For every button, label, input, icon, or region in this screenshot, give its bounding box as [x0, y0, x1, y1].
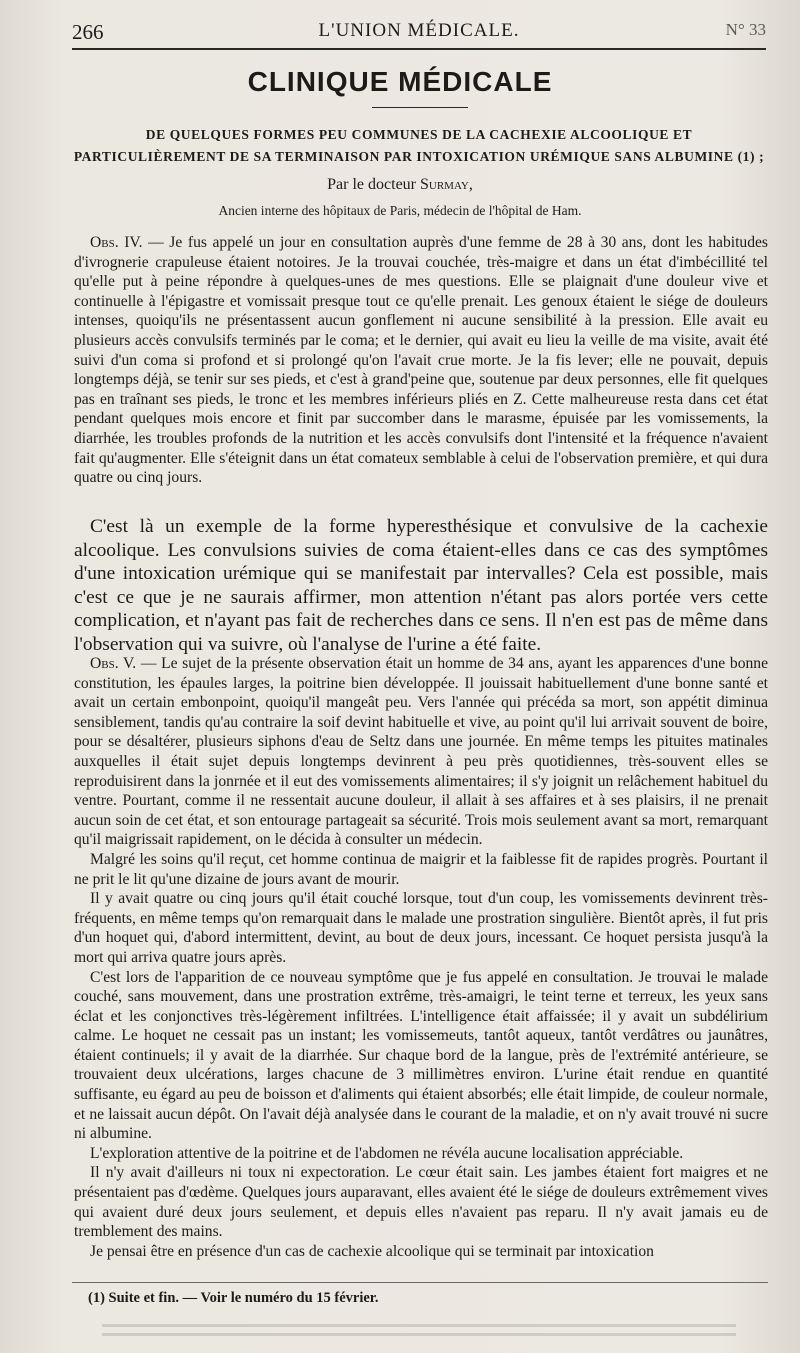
- observation-text: — Je fus appelé un jour en consultation auprès d'une femme de 28 à 30 ans, dont les habitudes d'ivrognerie crapuleuse étaient notoires. Je la trouvai couchée, très-maigre et dans un état d'imbécillité tel qu'elle put à peine répondre à quelques-unes de mes questions. Elle se plaignait d'une douleur vive et continuelle à l'épigastre et vomissait presque tout ce qu'elle prenait. Les genoux étaient le siége de douleurs intenses, quoiqu'ils ne présentassent aucun gonflement ni aucune sensibilité à la pression. Elle avait eu plusieurs accès convulsifs terminés par le coma; et le dernier, qui avait eu lieu la veille de ma visite, avait été suivi d'un coma si profond et si prolongé qu'on l'avait crue morte. Je la fis lever; elle ne pouvait, depuis longtemps déjà, se tenir sur ses pieds, et c'est à grand'peine que, soutenue par deux personnes, elle fit quelques pas en traînant ses pieds, le tronc et les membres inférieurs pliés en Z. Cette malheureuse resta dans cet état pendant quelques mois encore et finit par succomber dans le marasme, épuisée par les vomissements, la diarrhée, les troubles profonds de la nutrition et les accès convulsifs dont l'intensité et la fréquence n'avaient fait qu'augmenter. Elle s'éteignit dans un état comateux semblable à celui de l'observation première, et qui dura quatre ou cinq jours.: [74, 234, 768, 487]
- author-prefix: Par le docteur: [327, 176, 416, 193]
- author-suffix: ,: [468, 176, 473, 193]
- observation-text: — Le sujet de la présente observation était un homme de 34 ans, ayant les apparences d'une bonne constitution, les épaules larges, la poitrine bien développée. Il jouissait habituellement d'une bonne santé et avait un certain embonpoint, quoiqu'il mangeât peu. Vers l'année qui précéda sa mort, son appétit diminua sensiblement, tandis qu'au contraire la soif devint habituelle et vive, au point qu'il lui arrivait souvent de boire, pour se désaltérer, plusieurs siphons d'eau de Seltz dans une journée. En même temps les pituites matinales auxquelles il était sujet depuis longtemps devinrent à peu près quotidiennes, très-souvent elles se reproduisirent dans la jonrnée et il eut des vomissements alimentaires; il s'y joignit un relâchement habituel du ventre. Pourtant, comme il ne ressentait aucune douleur, il allait à ses affaires et à ses plaisirs, il ne prenait aucun soin de cet état, et son entourage partageait sa sécurité. Trois mois seulement avant sa mort, remarquant qu'il maigrissait rapidement, on le décida à consulter un médecin.: [74, 655, 769, 849]
- title-divider: [372, 107, 468, 108]
- author-affiliation: Ancien interne des hôpitaux de Paris, médecin de l'hôpital de Ham.: [218, 203, 582, 218]
- observation-iv: [74, 233, 768, 488]
- observation-v-paragraph: Malgré les soins qu'il reçut, cet homme continua de maigrir et la faiblesse fit de rapides progrès. Pourtant il ne prit le lit qu'une dizaine de jours avant de mourir.: [74, 850, 768, 888]
- running-head: L'UNION MÉDICALE.: [318, 20, 520, 41]
- page-header: [72, 14, 766, 50]
- observation-label: Obs. IV.: [90, 234, 143, 251]
- observation-v-paragraph: C'est lors de l'apparition de ce nouveau symptôme que je fus appelé en consultation. Je trouvai le malade couché, sans mouvement, dans une prostration extrême, très-amaigri, le teint terne et terreux, les yeux sans éclat et les conjonctives très-légèrement infiltrées. L'intelligence était affaissée; il y avait un subdélirium calme. Le hoquet ne cessait pas un instant; les vomissemeuts, tantôt aqueux, tantôt verdâtres ou jaunâtres, étaient continuels; il y avait de la diarrhée. Sur chaque bord de la langue, près de l'extrémité antérieure, se trouvaient deux ulcérations, larges chacune de 3 millimètres environ. L'urine était rendue en quantité suffisante, eu égard au peu de boisson et d'aliments qui étaient absorbés; elle était limpide, de couleur normale, et ne laissait aucun dépôt. On l'avait déjà analysée dans le courant de la maladie, et on n'y avait trouvé ni sucre ni albumine.: [74, 968, 768, 1143]
- observation-v-paragraph: L'exploration attentive de la poitrine et de l'abdomen ne révéla aucune localisation appréciable.: [90, 1144, 684, 1162]
- observation-v: [74, 654, 768, 1261]
- observation-v-paragraph: Il n'y avait d'ailleurs ni toux ni expectoration. Le cœur était sain. Les jambes étaient fort maigres et ne présentaient pas d'œdème. Quelques jours auparavant, elles avaient été le siége de douleurs extrêmement vives qui avaient duré deux jours seulement, et depuis elles n'avaient pas reparu. Il n'y avait jamais eu de tremblement des mains.: [74, 1164, 768, 1241]
- section-title: CLINIQUE MÉDICALE: [247, 66, 553, 97]
- commentary-paragraph: C'est là un exemple de la forme hyperesthésique et convulsive de la cachexie alcoolique. Les convulsions suivies de coma étaient-elles dans ce cas des symptômes d'une intoxication urémique qui se manifestait par intervalles? Cela est possible, mais c'est ce que je ne saurais affirmer, mon attention n'étant pas alors portée vers cette complication, et n'ayant pas fait de recherches dans ce sens. Il n'en est pas de même dans l'observation qui va suivre, où l'analyse de l'urine a été faite.: [74, 516, 768, 655]
- article-title: DE QUELQUES FORMES PEU COMMUNES DE LA CACHEXIE ALCOOLIQUE ET PARTICULIÈREMENT DE SA TERMINAISON PAR INTOXICATION URÉMIQUE SANS ALBUMINE (1) ;: [73, 127, 765, 164]
- footnote: (1) Suite et fin. — Voir le numéro du 15 février.: [88, 1290, 379, 1306]
- page-number: 266: [72, 20, 104, 44]
- footnote-divider: [72, 1282, 768, 1283]
- bleed-through-footer: [72, 1318, 766, 1348]
- issue-mark: N° 33: [725, 20, 766, 39]
- author-name: Surmay: [420, 176, 469, 193]
- observation-v-paragraph: [74, 654, 768, 850]
- commentary: [74, 515, 768, 657]
- observation-label: Obs. V.: [90, 655, 137, 672]
- observation-iv-paragraph: [74, 233, 768, 488]
- author-line: [0, 176, 800, 194]
- observation-v-paragraph: Il y avait quatre ou cinq jours qu'il était couché lorsque, tout d'un coup, les vomissements devinrent très-fréquents, en même temps qu'on remarquait dans le malade une prostration singulière. Bientôt après, il fut pris d'un hoquet qui, d'abord intermittent, devint, au bout de deux jours, incessant. Ce hoquet persista jusqu'à la mort qui arriva quatre jours après.: [74, 890, 768, 966]
- observation-v-paragraph: Je pensai être en présence d'un cas de cachexie alcoolique qui se terminait par intoxication: [90, 1242, 654, 1260]
